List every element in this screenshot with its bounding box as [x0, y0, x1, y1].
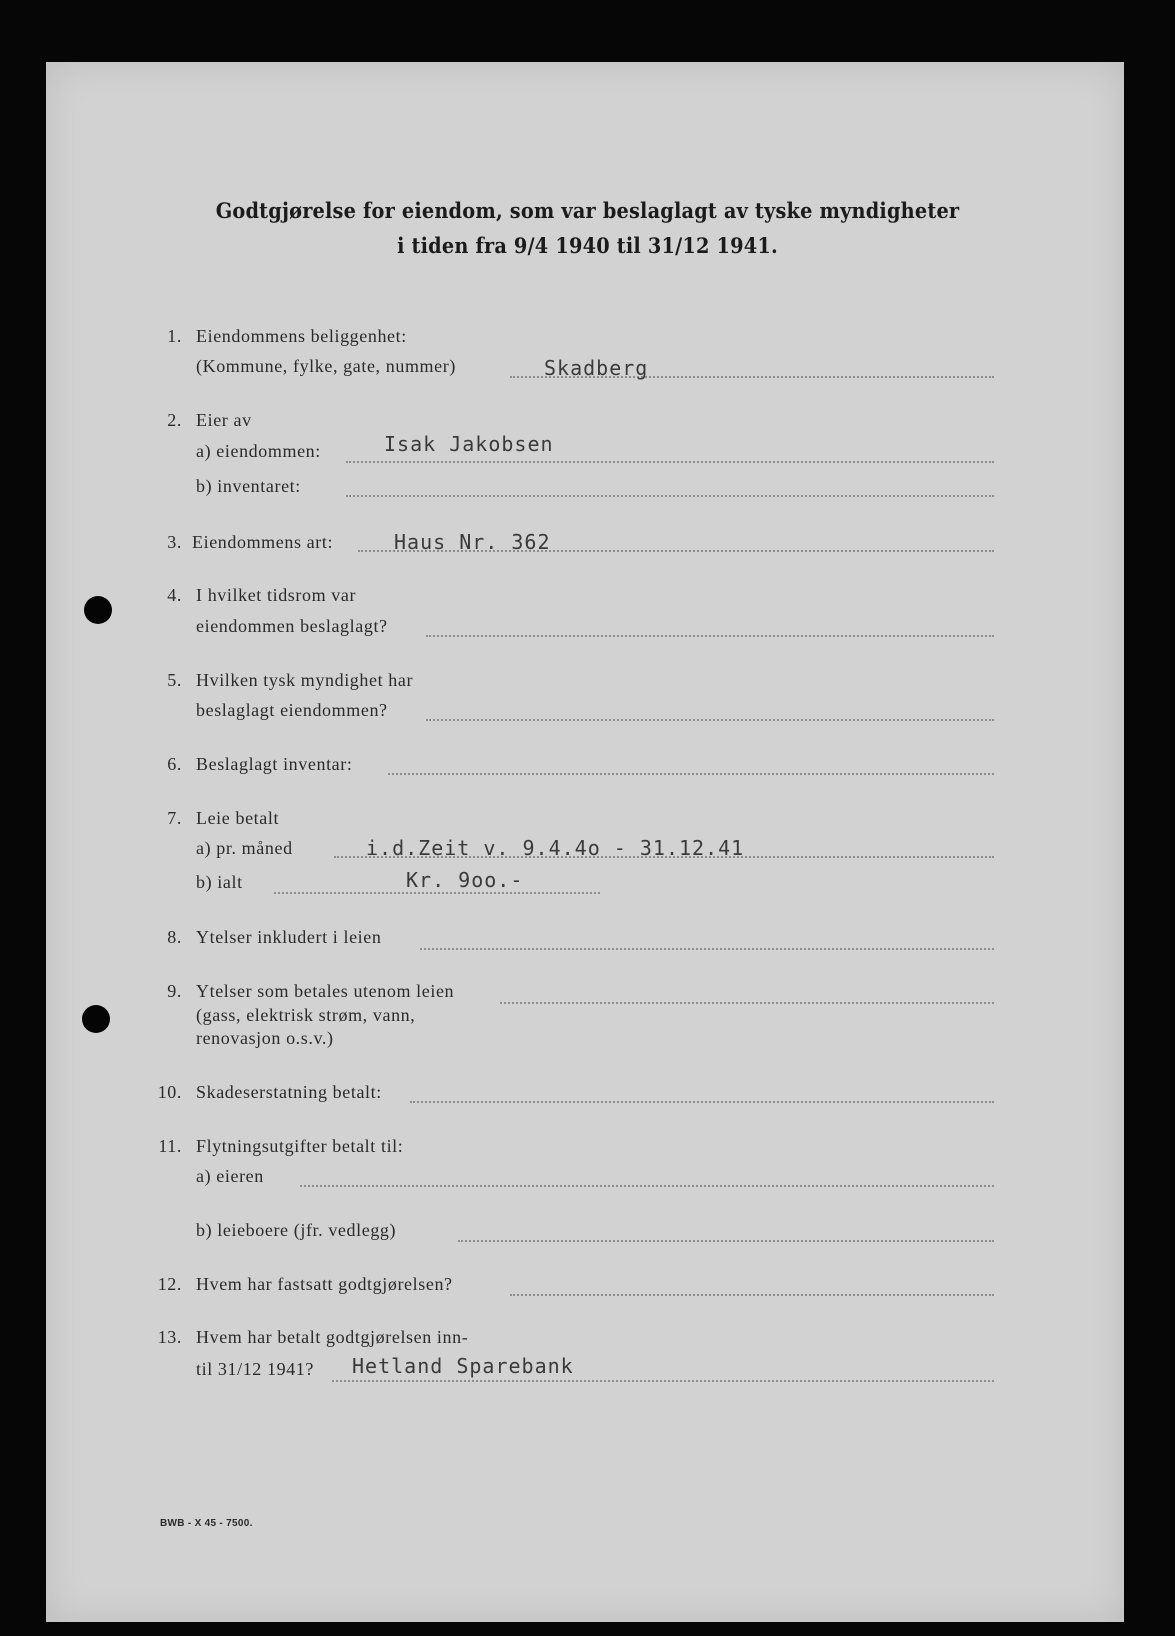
- answer-line: [426, 635, 994, 637]
- item-label: Hvem har fastsatt godtgjørelsen?: [196, 1274, 453, 1294]
- printer-mark: BWB - X 45 - 7500.: [160, 1518, 253, 1529]
- item-label: I hvilket tidsrom var: [196, 585, 357, 605]
- answer-line: [510, 1294, 994, 1296]
- item-number: 7.: [167, 808, 182, 828]
- answer-total-rent: Kr. 9oo.-: [406, 868, 524, 892]
- item-label: Ytelser inkludert i leien: [196, 927, 382, 947]
- item-number: 10.: [157, 1082, 182, 1102]
- item-number: 5.: [167, 670, 182, 690]
- item-label: Flytningsutgifter betalt til:: [196, 1136, 404, 1156]
- answer-line: [332, 1380, 994, 1382]
- answer-payer: Hetland Sparebank: [352, 1354, 574, 1378]
- item-label: Ytelser som betales utenom leien: [196, 981, 455, 1001]
- item-number: 4.: [167, 585, 182, 605]
- item-label-cont: (gass, elektrisk strøm, vann,: [196, 1005, 416, 1025]
- item-label: Skadeserstatning betalt:: [196, 1082, 382, 1102]
- answer-property-type: Haus Nr. 362: [394, 530, 551, 554]
- answer-line: [388, 773, 994, 775]
- item-number: 9.: [167, 981, 182, 1001]
- item-label: Hvilken tysk myndighet har: [196, 670, 414, 690]
- item-number: 2.: [167, 410, 182, 430]
- answer-line: [500, 1002, 994, 1004]
- item-number: 8.: [167, 927, 182, 947]
- answer-monthly-rent: i.d.Zeit v. 9.4.4o - 31.12.41: [366, 836, 745, 860]
- answer-line: [410, 1101, 994, 1103]
- answer-line: [300, 1185, 994, 1187]
- item-sublabel: b) leieboere (jfr. vedlegg): [196, 1220, 397, 1240]
- item-label: Leie betalt: [196, 808, 280, 828]
- item-label-cont: renovasjon o.s.v.): [196, 1028, 334, 1048]
- item-label: Beslaglagt inventar:: [196, 754, 353, 774]
- item-sublabel: a) eieren: [196, 1166, 264, 1186]
- form-title-line-1: Godtgjørelse for eiendom, som var beslaglagt av tyske myndigheter: [215, 198, 960, 223]
- item-number: 12.: [157, 1274, 182, 1294]
- answer-line: [274, 892, 600, 894]
- answer-owner: Isak Jakobsen: [384, 432, 554, 456]
- answer-line: [346, 461, 994, 463]
- answer-line: [458, 1240, 994, 1242]
- answer-line: [346, 495, 994, 497]
- item-label: Eiendommens beliggenhet:: [196, 326, 407, 346]
- item-number: 6.: [167, 754, 182, 774]
- item-sublabel: (Kommune, fylke, gate, nummer): [196, 356, 456, 376]
- item-sublabel: a) pr. måned: [196, 838, 293, 858]
- item-label: Eier av: [196, 410, 252, 430]
- item-label-cont: beslaglagt eiendommen?: [196, 700, 388, 720]
- item-number: 1.: [167, 326, 182, 346]
- item-number: 13.: [157, 1327, 182, 1347]
- item-number: 11.: [158, 1136, 182, 1156]
- item-sublabel: b) inventaret:: [196, 476, 301, 496]
- answer-line: [426, 719, 994, 721]
- item-label: Hvem har betalt godtgjørelsen inn-: [196, 1327, 469, 1347]
- answer-location: Skadberg: [544, 356, 649, 380]
- item-sublabel: b) ialt: [196, 872, 243, 892]
- item-number: 3.: [167, 532, 182, 552]
- form-title-line-2: i tiden fra 9/4 1940 til 31/12 1941.: [397, 233, 778, 258]
- item-label-cont: eiendommen beslaglagt?: [196, 616, 388, 636]
- item-label: Eiendommens art:: [192, 532, 334, 552]
- punch-hole-bottom: [82, 1005, 110, 1033]
- item-label-cont: til 31/12 1941?: [196, 1359, 314, 1379]
- answer-line: [420, 948, 994, 950]
- punch-hole-top: [84, 596, 112, 624]
- item-sublabel: a) eiendommen:: [196, 441, 321, 461]
